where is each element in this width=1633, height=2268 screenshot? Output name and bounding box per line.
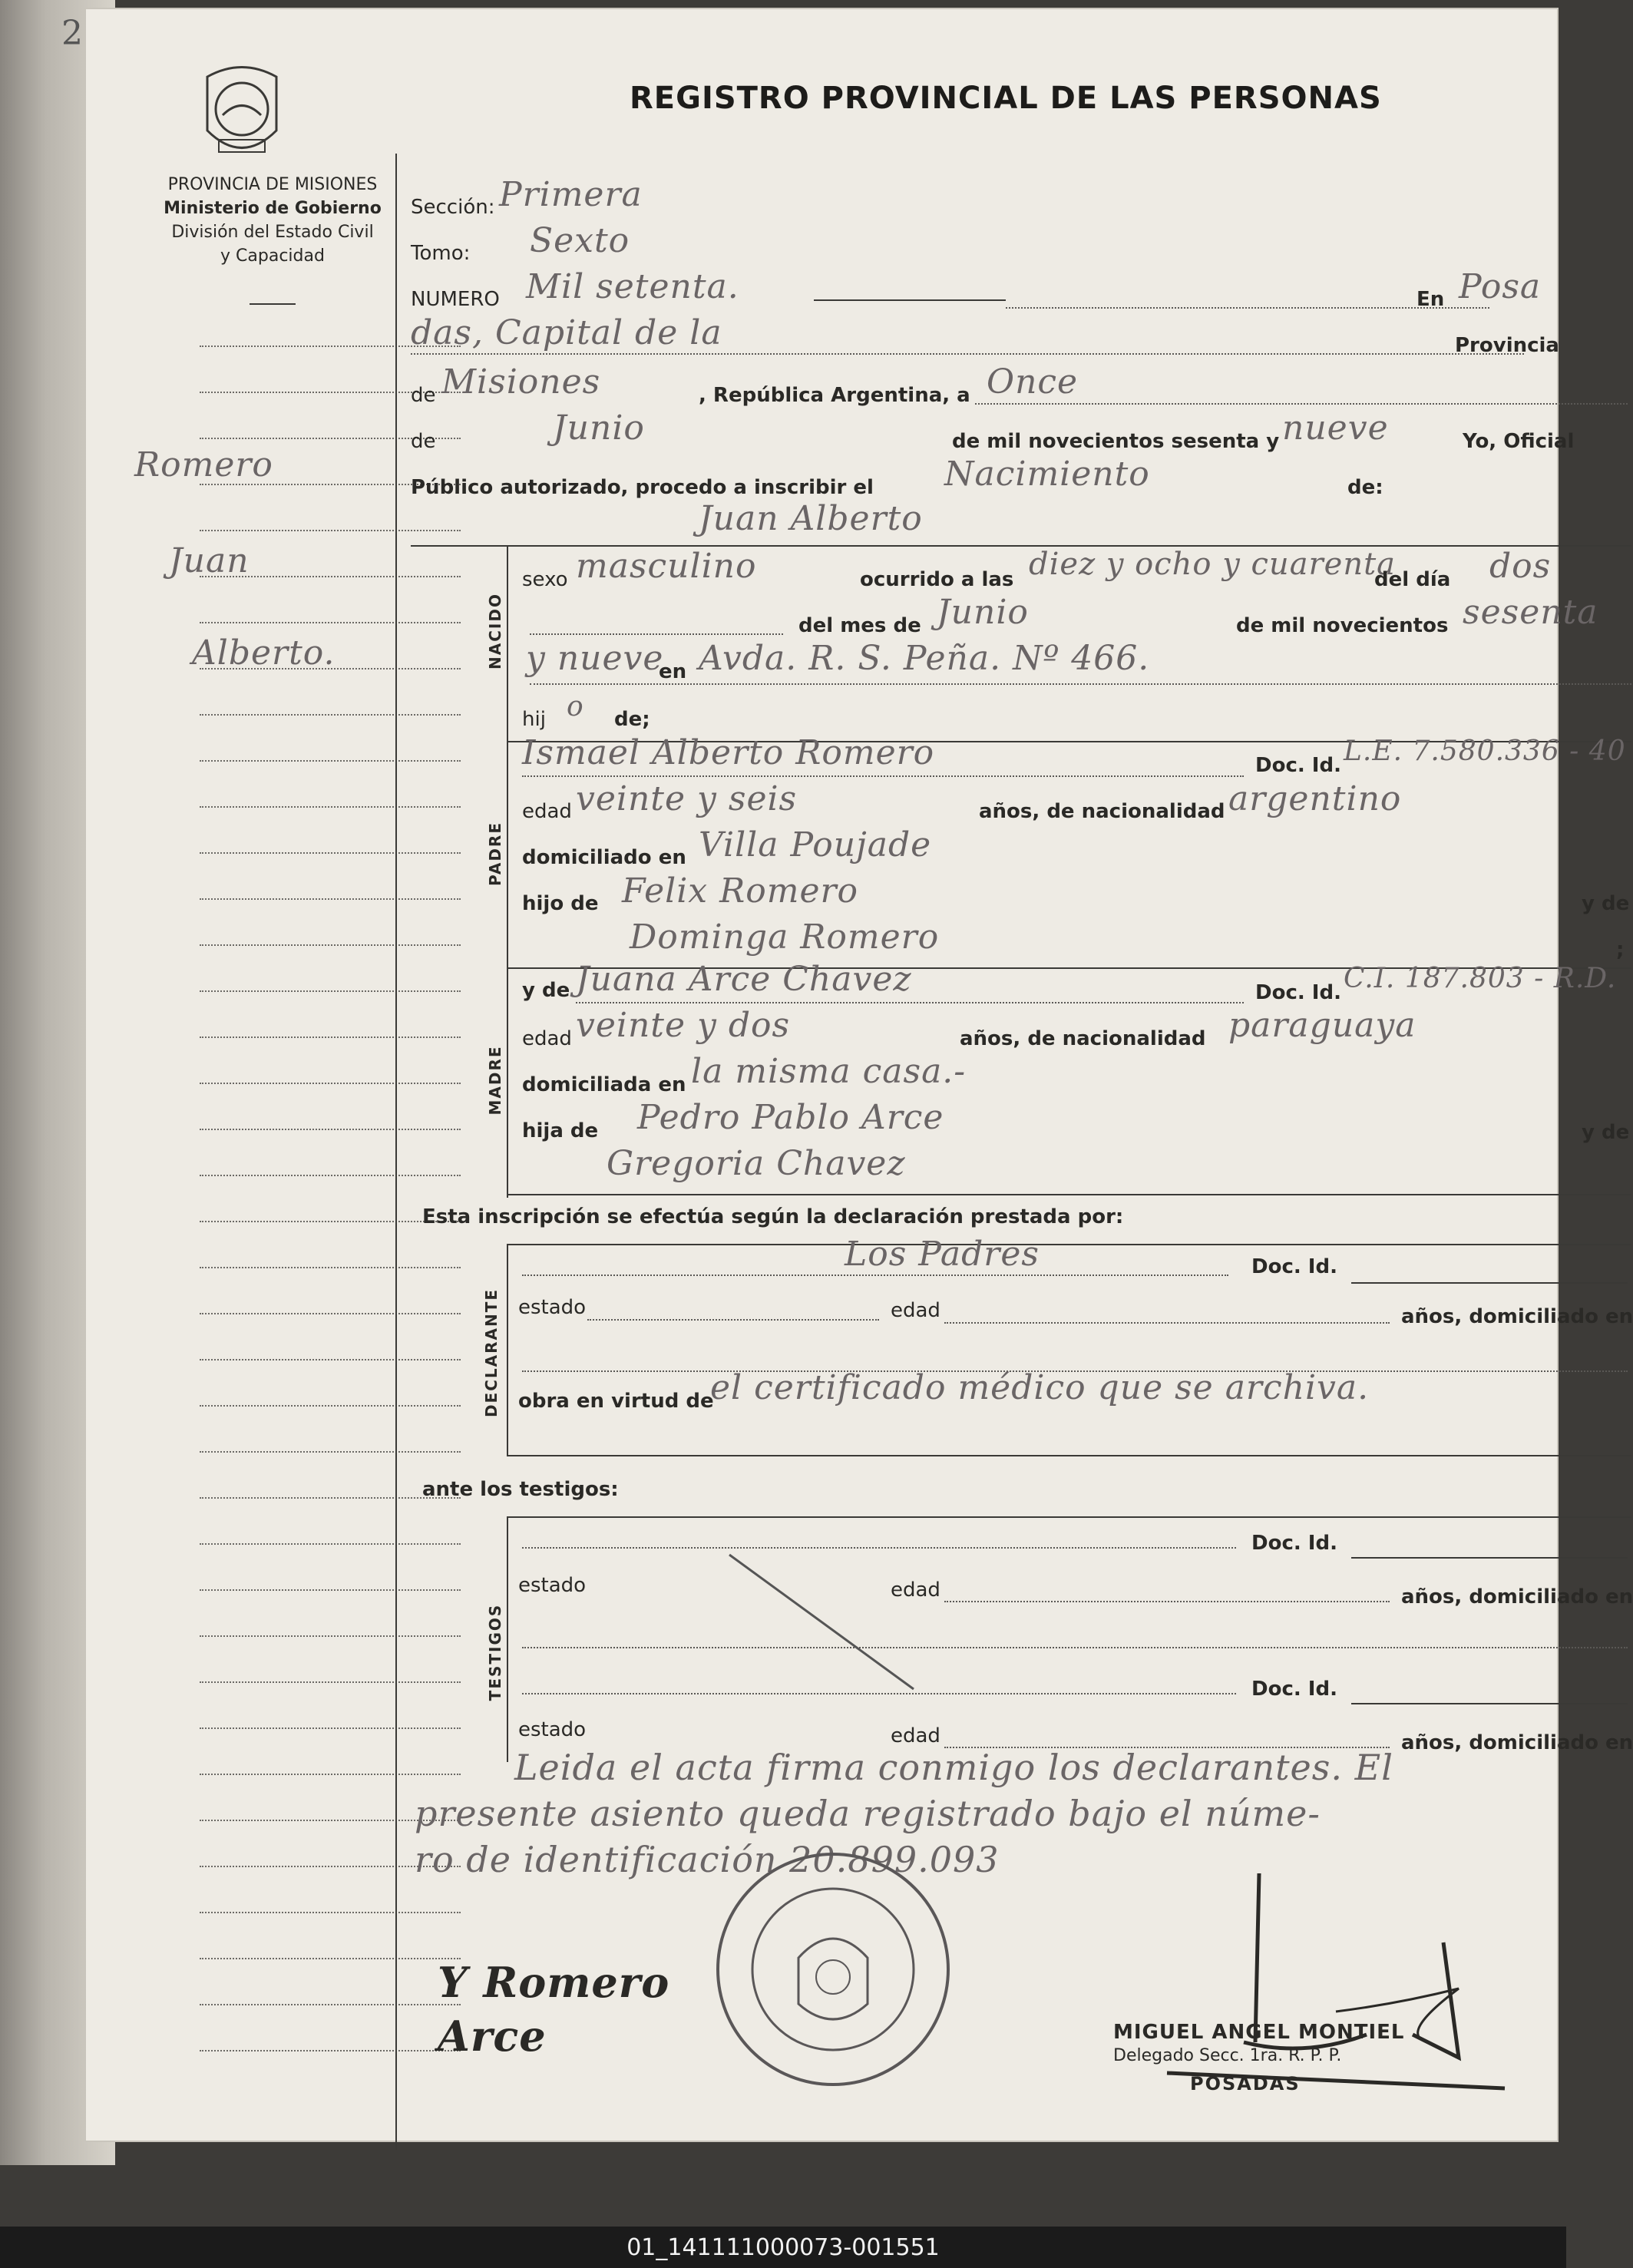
margin-rule bbox=[200, 2004, 461, 2005]
de2-label: de bbox=[411, 430, 436, 453]
margin-rule bbox=[200, 1221, 461, 1222]
provincia-value: Misiones bbox=[441, 362, 601, 402]
del-mes-label: del mes de bbox=[798, 614, 921, 637]
obra-value: el certificado médico que se archiva. bbox=[710, 1368, 1370, 1407]
padre-y-de-value: Dominga Romero bbox=[630, 917, 940, 957]
republica-label: , República Argentina, a bbox=[699, 384, 970, 407]
blank-dotline bbox=[530, 633, 783, 635]
del-dia-label: del día bbox=[1374, 568, 1451, 591]
section-madre: MADRE bbox=[486, 1045, 504, 1116]
margin-rule bbox=[200, 2050, 461, 2051]
madre-y-de-value: Gregoria Chavez bbox=[607, 1144, 906, 1183]
nombre-value: Juan Alberto bbox=[699, 499, 923, 538]
lugar-value: das, Capital de la bbox=[411, 313, 722, 352]
ministry-line-3: División del Estado Civil bbox=[171, 223, 374, 242]
scan-id-text: 01_141111000073-001551 bbox=[626, 2233, 940, 2261]
testigos-start-line bbox=[507, 1516, 1631, 1518]
declarante-start-line bbox=[507, 1244, 1631, 1245]
en2-label: en bbox=[659, 660, 687, 683]
ministry-line-2: Ministerio de Gobierno bbox=[164, 199, 382, 218]
yo-oficial-label: Yo, Oficial bbox=[1463, 430, 1575, 453]
madre-doc-label: Doc. Id. bbox=[1255, 981, 1341, 1004]
margin-rule bbox=[200, 622, 461, 623]
declarante-estado-label: estado bbox=[518, 1296, 587, 1319]
madre-nombre: Juana Arce Chavez bbox=[576, 960, 912, 999]
margin-rule bbox=[200, 1267, 461, 1268]
margin-rule bbox=[200, 1129, 461, 1130]
testigo2-edad-label: edad bbox=[891, 1724, 940, 1747]
dia-dotline bbox=[975, 403, 1628, 405]
margin-rule bbox=[200, 714, 461, 716]
margin-rule bbox=[200, 990, 461, 992]
testigo1-anios-label: años, domiciliado en bbox=[1401, 1585, 1633, 1608]
madre-dom-label: domiciliada en bbox=[522, 1073, 686, 1096]
padre-bracket bbox=[507, 741, 508, 971]
mil-nov2-label: de mil novecientos bbox=[1236, 614, 1449, 637]
margin-rule bbox=[200, 1912, 461, 1913]
madre-y-de2-label: y de bbox=[1582, 1121, 1630, 1144]
madre-dom-value: la misma casa.- bbox=[691, 1052, 967, 1091]
margin-rule bbox=[200, 1359, 461, 1360]
stamp-title: Delegado Secc. 1ra. R. P. P. bbox=[1113, 2046, 1342, 2065]
margin-rule bbox=[200, 852, 461, 854]
testigo1-doc-label: Doc. Id. bbox=[1251, 1532, 1337, 1555]
testigo1-dom-dotline bbox=[522, 1647, 1628, 1648]
page-title: REGISTRO PROVINCIAL DE LAS PERSONAS bbox=[630, 81, 1382, 116]
margin-rule bbox=[200, 1958, 461, 1959]
padre-y-de-label: y de bbox=[1582, 892, 1630, 915]
declarante-edad-label: edad bbox=[891, 1299, 940, 1322]
testigo1-edad-dotline bbox=[944, 1601, 1390, 1602]
obra-label: obra en virtud de bbox=[518, 1390, 714, 1413]
de-label: de bbox=[411, 384, 436, 407]
en-value: Posa bbox=[1459, 267, 1542, 306]
section-nacido: NACIDO bbox=[486, 593, 504, 669]
margin-rule bbox=[200, 898, 461, 900]
padre-dom-value: Villa Poujade bbox=[699, 825, 932, 865]
declarante-anios-label: años, domiciliado en bbox=[1401, 1305, 1633, 1328]
registry-round-seal-icon bbox=[706, 1843, 960, 2096]
seccion-label: Sección: bbox=[411, 196, 495, 219]
firma-madre: Arce bbox=[438, 2012, 547, 2061]
margin-rule bbox=[200, 1681, 461, 1683]
margin-rule bbox=[200, 1774, 461, 1775]
de3-label: de: bbox=[1347, 476, 1383, 499]
padre-nac-value: argentino bbox=[1228, 779, 1402, 818]
ocurrido-label: ocurrido a las bbox=[860, 568, 1014, 591]
hij-de-label: de; bbox=[614, 708, 650, 731]
padre-doc-label: Doc. Id. bbox=[1255, 754, 1341, 777]
declarante-end-line bbox=[507, 1455, 1631, 1456]
registry-page bbox=[61, 8, 1633, 2142]
sexo-label: sexo bbox=[522, 568, 568, 591]
margin-rule bbox=[200, 1727, 461, 1729]
edad-dotline bbox=[944, 1322, 1390, 1324]
ministry-line-1: PROVINCIA DE MISIONES bbox=[167, 175, 378, 194]
testigo2-anios-label: años, domiciliado en bbox=[1401, 1731, 1633, 1754]
page-number: 2 bbox=[61, 14, 83, 53]
anio-nac-b: y nueve bbox=[526, 639, 664, 678]
publico-label: Público autorizado, procedo a inscribir el bbox=[411, 476, 874, 499]
padre-nombre-dotline bbox=[522, 775, 1244, 777]
margin-rule bbox=[200, 1589, 461, 1591]
ministry-line-4: y Capacidad bbox=[220, 246, 325, 266]
testigo1-edad-label: edad bbox=[891, 1579, 940, 1602]
margin-rule bbox=[200, 1083, 461, 1084]
madre-doc-value: C.I. 187.803 - R.D. bbox=[1344, 963, 1617, 994]
madre-end-line bbox=[507, 1194, 1631, 1195]
nota-line-3: ro de identificación 20.899.093 bbox=[415, 1839, 1000, 1880]
sexo-value: masculino bbox=[576, 547, 757, 586]
madre-nombre-dotline bbox=[576, 1002, 1244, 1003]
madre-bracket bbox=[507, 967, 508, 1198]
margin-first-name: Juan bbox=[169, 541, 250, 580]
margin-rule bbox=[200, 1036, 461, 1038]
padre-semicolon: ; bbox=[1616, 938, 1625, 961]
margin-rule bbox=[200, 1313, 461, 1314]
scan-id-footer bbox=[0, 2227, 1566, 2268]
dia-nac-value: dos bbox=[1489, 547, 1552, 586]
provincia-label: Provincia bbox=[1455, 334, 1559, 357]
hij-label: hij bbox=[522, 708, 546, 731]
nota-line-2: presente asiento queda registrado bajo el núme- bbox=[415, 1793, 1321, 1834]
testigo1-estado-label: estado bbox=[518, 1574, 587, 1597]
acto-value: Nacimiento bbox=[944, 455, 1150, 494]
declarante-doc-line bbox=[1351, 1282, 1628, 1284]
tomo-label: Tomo: bbox=[411, 242, 471, 265]
anio-nac-a: sesenta bbox=[1463, 593, 1598, 632]
lugar-nac-dotline bbox=[530, 683, 1631, 685]
declarante-dotline bbox=[522, 1275, 1228, 1276]
testigo2-estado-label: estado bbox=[518, 1718, 587, 1741]
margin-rule bbox=[200, 1405, 461, 1407]
section-declarante: DECLARANTE bbox=[482, 1288, 501, 1418]
strike-through-line bbox=[714, 1543, 929, 1697]
seccion-value: Primera bbox=[499, 175, 643, 214]
declaracion-label: Esta inscripción se efectúa según la declaración prestada por: bbox=[422, 1205, 1124, 1228]
margin-middle-name: Alberto. bbox=[192, 633, 336, 673]
margin-rule bbox=[200, 1635, 461, 1637]
madre-edad-value: veinte y dos bbox=[576, 1006, 791, 1045]
padre-nac-label: años, de nacionalidad bbox=[979, 800, 1225, 823]
padre-dom-label: domiciliado en bbox=[522, 846, 686, 869]
anio-value: nueve bbox=[1282, 408, 1389, 448]
nota-line-1: Leida el acta firma conmigo los declarantes. El bbox=[514, 1747, 1393, 1788]
declarante-value: Los Padres bbox=[845, 1235, 1040, 1274]
estado-dotline bbox=[587, 1319, 879, 1321]
padre-edad-label: edad bbox=[522, 800, 572, 823]
provincial-seal-icon bbox=[192, 54, 292, 169]
testigo2-doc-label: Doc. Id. bbox=[1251, 1678, 1337, 1701]
margin-rule bbox=[200, 1543, 461, 1545]
margin-rule bbox=[200, 806, 461, 808]
madre-nac-label: años, de nacionalidad bbox=[960, 1027, 1206, 1050]
numero-label: NUMERO bbox=[411, 288, 500, 311]
lugar-dotline bbox=[411, 353, 1524, 355]
hij-suffix: o bbox=[567, 691, 584, 722]
padre-doc-value: L.E. 7.580.336 - 40 bbox=[1344, 736, 1626, 767]
madre-hija-label: hija de bbox=[522, 1119, 599, 1142]
section-testigos: TESTIGOS bbox=[486, 1603, 504, 1701]
testigos-bracket bbox=[507, 1516, 508, 1762]
testigo2-doc-line bbox=[1351, 1703, 1628, 1704]
hora-value: diez y ocho y cuarenta bbox=[1029, 547, 1397, 582]
firma-padre: Y Romero bbox=[438, 1958, 670, 2007]
mil-nov-label: de mil novecientos sesenta y bbox=[952, 430, 1280, 453]
testigo1-doc-line bbox=[1351, 1557, 1628, 1559]
madre-edad-label: edad bbox=[522, 1027, 572, 1050]
madre-hija-value: Pedro Pablo Arce bbox=[637, 1098, 944, 1137]
padre-edad-value: veinte y seis bbox=[576, 779, 798, 818]
ministry-block bbox=[146, 173, 399, 268]
margin-rule bbox=[200, 1175, 461, 1176]
stamp-city: POSADAS bbox=[1190, 2073, 1301, 2094]
margin-rule bbox=[200, 1497, 461, 1499]
declarante-bracket bbox=[507, 1244, 508, 1455]
lugar-nac-value: Avda. R. S. Peña. Nº 466. bbox=[699, 639, 1150, 678]
mes-value: Junio bbox=[553, 408, 645, 448]
madre-y-de-label: y de bbox=[522, 979, 570, 1002]
padre-hijo-value: Felix Romero bbox=[622, 871, 859, 911]
ante-label: ante los testigos: bbox=[422, 1478, 619, 1501]
margin-rule bbox=[200, 530, 461, 531]
numero-dash bbox=[814, 299, 1006, 301]
margin-surname: Romero bbox=[134, 445, 273, 484]
declarante-doc-label: Doc. Id. bbox=[1251, 1255, 1337, 1278]
margin-rule bbox=[200, 760, 461, 762]
nacido-bracket bbox=[507, 545, 508, 745]
mes-nac-value: Junio bbox=[937, 593, 1029, 632]
dia-value: Once bbox=[987, 362, 1079, 402]
tomo-value: Sexto bbox=[530, 221, 630, 260]
numero-value: Mil setenta. bbox=[526, 267, 739, 306]
margin-rule bbox=[200, 1451, 461, 1453]
ministry-underline bbox=[250, 303, 296, 305]
padre-hijo-label: hijo de bbox=[522, 892, 599, 915]
madre-nac-value: paraguaya bbox=[1228, 1006, 1416, 1045]
margin-divider bbox=[395, 154, 397, 2150]
en-label: En bbox=[1416, 288, 1445, 311]
section-padre: PADRE bbox=[486, 822, 504, 886]
padre-nombre: Ismael Alberto Romero bbox=[522, 733, 935, 772]
stamp-name: MIGUEL ANGEL MONTIEL bbox=[1113, 2021, 1405, 2044]
margin-rule bbox=[200, 944, 461, 946]
